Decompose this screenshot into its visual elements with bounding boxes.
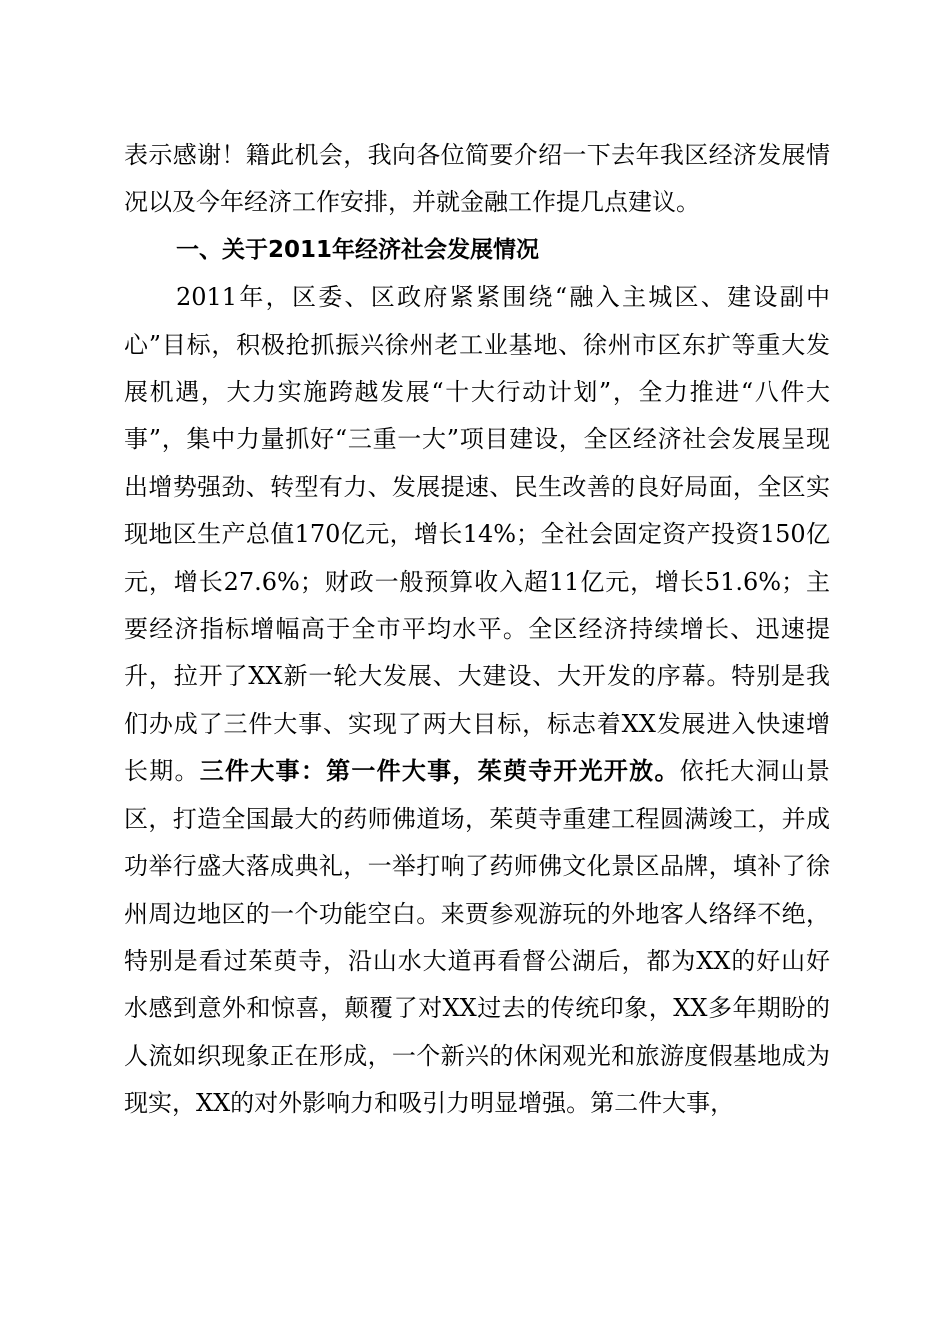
section-heading: 一、关于2011年经济社会发展情况 — [176, 236, 540, 263]
bold-label: 三件大事：第一件大事，茱萸寺开光开放。 — [199, 757, 680, 786]
intro-paragraph: 表示感谢！籍此机会，我向各位简要介绍一下去年我区经济发展情况以及今年经济工作安排，并就金融工作提几点建议。 — [124, 141, 830, 217]
document-body — [124, 132, 830, 1128]
main-paragraph — [124, 274, 830, 1127]
main-paragraph-text-end: 依托大洞山景区，打造全国最大的药师佛道场，茱萸寺重建工程圆满竣工，并成功举行盛大落成典礼，一举打响了药师佛文化景区品牌，填补了徐州周边地区的一个功能空白。来贾参观游玩的外地客人络绎不绝，特别是看过茱萸寺，沿山水大道再看督公湖后，都为XX的好山好水感到意外和惊喜，颠覆了对XX过去的传统印象，XX多年期盼的人流如织现象正在形成，一个新兴的休闲观光和旅游度假基地成为现实，XX的对外影响力和吸引力明显增强。第二件大事， — [124, 757, 831, 1118]
main-paragraph-text-start: 2011年，区委、区政府紧紧围绕“融入主城区、建设副中心”目标，积极抢抓振兴徐州老工业基地、徐州市区东扩等重大发展机遇，大力实施跨越发展“十大行动计划”，全力推进“八件大事”，集中力量抓好“三重一大”项目建设，全区经济社会发展呈现出增势强劲、转型有力、发展提速、民生改善的良好局面，全区实现地区生产总值170亿元，增长14%；全社会固定资产投资150亿元，增长27.6%；财政一般预算收入超11亿元，增长51.6%；主要经济指标增幅高于全市平均水平。全区经济持续增长、迅速提升，拉开了XX新一轮大发展、大建设、大开发的序幕。特别是我们办成了三件大事、实现了两大目标，标志着XX发展进入快速增长期。 — [124, 283, 830, 786]
